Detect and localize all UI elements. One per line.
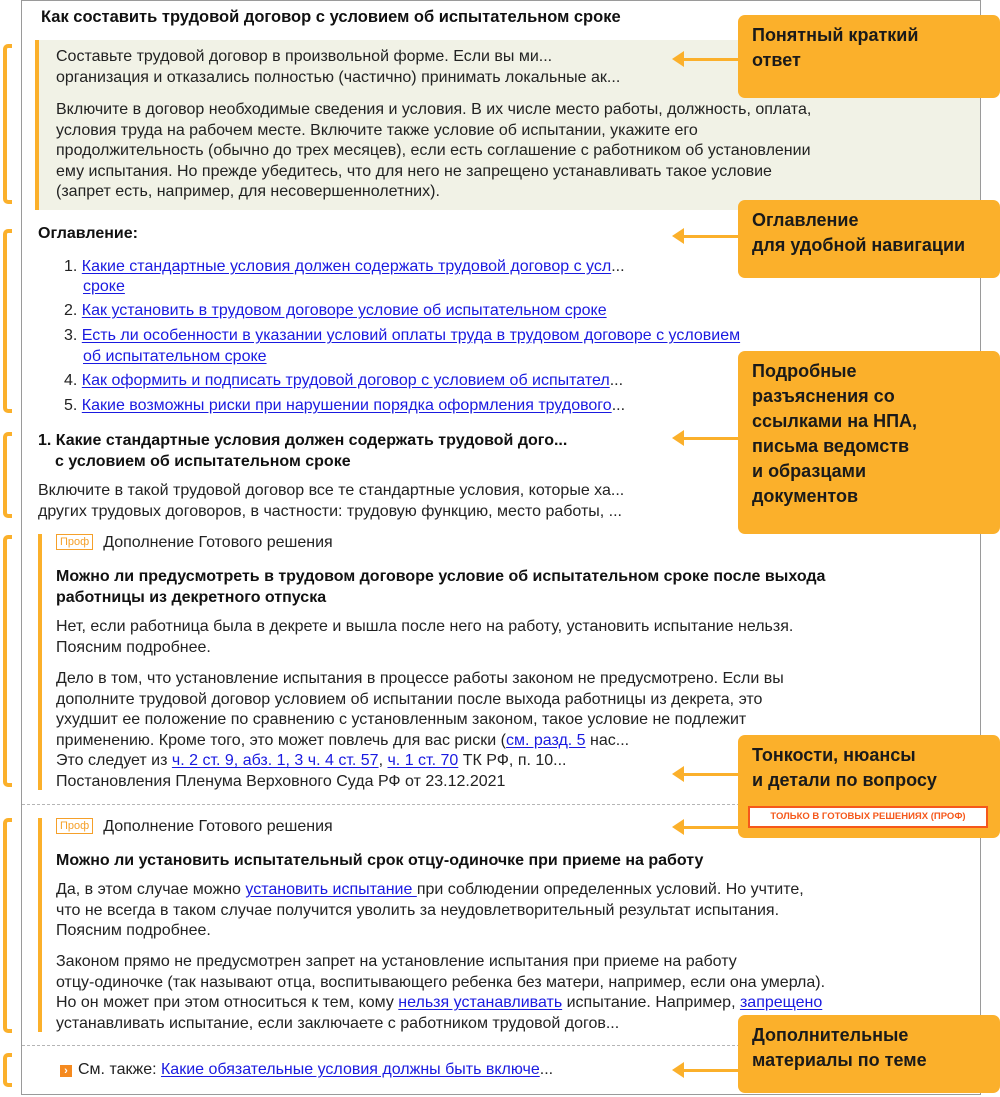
toc-item-3 (64, 326, 740, 347)
pro-block-1-answer (56, 617, 793, 658)
intro-line: Включите в такой трудовой договор все те стандартные условия, которые ха... (38, 482, 625, 499)
summary-line: условия труда на рабочем месте. Включите также условие об испытании, укажите его (56, 121, 698, 139)
detail-line: ухудшит ее положение по сравнению с установленным законом, такое условие не подлежит (56, 711, 747, 728)
bracket-detailed (3, 432, 12, 518)
pro-block-2-detail (56, 952, 825, 1034)
text: Это следует из (56, 752, 172, 769)
text: , (378, 752, 388, 769)
page-title: Как составить трудовой договор с условием об испытательном сроке (41, 8, 621, 26)
link-tk-art-9-57[interactable]: ч. 2 ст. 9, абз. 1, 3 ч. 4 ст. 57 (171, 752, 379, 769)
pro-block-2-question: Можно ли установить испытательный срок отцу-одиночке при приеме на работу (56, 852, 704, 869)
toc-number: 2. (64, 302, 78, 319)
arrow-left-icon (682, 235, 740, 238)
detail-line-links (56, 993, 825, 1014)
toc-item-2 (64, 301, 607, 322)
callout-line: Тонкости, нюансы (752, 745, 916, 765)
callout-line: Дополнительные (752, 1025, 909, 1045)
text: Но он может при этом относиться к тем, кому (56, 994, 399, 1011)
callout-line: разъяснения со (752, 386, 895, 406)
pro-block-1-question (56, 566, 825, 608)
pro-badge: Проф (56, 818, 93, 834)
ellipsis: ... (609, 372, 624, 389)
text: Да, в этом случае можно (56, 881, 246, 898)
answer-line: Поясним подробнее. (56, 638, 211, 656)
link-cannot-set[interactable]: нельзя устанавливать (398, 994, 563, 1011)
pro-badge: Проф (56, 534, 93, 550)
detail-line: Законом прямо не предусмотрен запрет на установление испытания при приеме на работу (56, 953, 737, 970)
callout-line: и детали по вопросу (752, 770, 937, 790)
text: ТК РФ, п. 10... (458, 752, 567, 769)
see-also (60, 1060, 553, 1081)
section-1-heading (38, 430, 567, 472)
toc-number: 3. (64, 327, 78, 344)
summary-line: Включите в договор необходимые сведения и условия. В их числе место работы, должность, оплата, (56, 101, 812, 118)
chevron-right-icon: › (60, 1065, 72, 1077)
section-1-intro (38, 481, 624, 522)
toc-item-5 (64, 396, 625, 417)
summary-paragraph-1 (56, 47, 620, 88)
pro-block-2-answer (56, 880, 804, 942)
toc-item-4 (64, 371, 623, 392)
callout-toc (738, 200, 1000, 278)
answer-line: что не всегда в таком случае получится уволить за неудовлетворительный результат испытания. (56, 901, 780, 919)
toc-link-2[interactable]: Как установить в трудовом договоре условие об испытательном сроке (81, 302, 607, 319)
heading-line: с условием об испытательном сроке (55, 453, 351, 470)
question-line: работницы из декретного отпуска (56, 589, 327, 606)
callout-line: и образцами (752, 461, 867, 481)
callout-extra (738, 1015, 1000, 1093)
callout-line: ссылками на НПА, (752, 411, 918, 431)
toc-link-4[interactable]: Как оформить и подписать трудовой договор с условием об испытател (81, 372, 610, 389)
bracket-nuances-2 (3, 818, 12, 1033)
intro-line: других трудовых договоров, в частности: трудовую функцию, место работы, ... (38, 502, 622, 520)
summary-line: Составьте трудовой договор в произвольной форме. Если вы ми... (56, 48, 553, 65)
detail-line: Постановления Пленума Верховного Суда РФ от 23.12.2021 (56, 772, 506, 790)
pro-block-2-accent-bar (38, 818, 42, 1032)
arrow-left-icon (682, 437, 740, 440)
text: нас... (585, 731, 630, 749)
ellipsis: ... (539, 1061, 554, 1078)
link-set-probation[interactable]: установить испытание (245, 881, 417, 898)
answer-line: Нет, если работница была в декрете и вышла после него на работу, установить испытание нельзя. (56, 618, 794, 635)
arrow-left-icon (682, 58, 740, 61)
arrow-left-icon (682, 826, 740, 829)
callout-detailed (738, 351, 1000, 534)
toc-link-1[interactable]: Какие стандартные условия должен содержать трудовой договор с усл (81, 258, 612, 275)
callout-line: материалы по теме (752, 1050, 927, 1070)
arrow-left-icon (682, 773, 740, 776)
bracket-extra (3, 1053, 12, 1087)
detail-line: Дело в том, что установление испытания в процессе работы законом не предусмотрено. Если вы (56, 670, 784, 687)
pro-block-1-header (56, 534, 333, 552)
pro-only-tag: ТОЛЬКО В ГОТОВЫХ РЕШЕНИЯХ (ПРОФ) (748, 806, 988, 828)
toc-number: 4. (64, 372, 78, 389)
link-prohibited[interactable]: запрещено (739, 994, 823, 1011)
see-also-link[interactable]: Какие обязательные условия должны быть включе (160, 1061, 540, 1078)
pro-block-2-header (56, 818, 333, 836)
text: при соблюдении определенных условий. Но учтите, (416, 881, 804, 898)
answer-line (56, 880, 804, 901)
summary-line: ему испытания. Но прежде убедитесь, что для него не запрещено устанавливать такое условие (56, 162, 772, 180)
see-also-label: См. также: (78, 1061, 161, 1078)
summary-line: продолжительность (обычно до трех месяцев), если есть соглашение с работником об установлении (56, 142, 811, 159)
toc-heading: Оглавление: (38, 225, 138, 242)
ellipsis: ... (611, 258, 625, 275)
pro-header-text: Дополнение Готового решения (103, 534, 333, 551)
heading-line: 1. Какие стандартные условия должен содержать трудовой дого... (38, 432, 568, 449)
toc-link-3-cont[interactable]: об испытательном сроке (83, 348, 267, 365)
toc-number: 1. (64, 258, 78, 275)
ellipsis: ... (611, 397, 626, 414)
callout-line: письма ведомств (752, 436, 910, 456)
toc-number: 5. (64, 397, 78, 414)
link-section-5[interactable]: см. разд. 5 (505, 731, 586, 749)
question-line: Можно ли предусмотреть в трудовом договоре условие об испытательном сроке после выхода (56, 568, 826, 585)
toc-link-1-cont[interactable]: сроке (83, 278, 125, 295)
summary-line: организация и отказались полностью (частично) принимать локальные ак... (56, 68, 621, 86)
summary-paragraph-2 (56, 100, 956, 203)
pro-block-1-accent-bar (38, 534, 42, 790)
text: применению. Кроме того, это может повлечь для вас риски ( (56, 731, 506, 749)
callout-line: для удобной навигации (752, 235, 966, 255)
toc-item-3-cont (83, 347, 267, 368)
detail-line-risk (56, 731, 784, 752)
detail-line: дополните трудовой договор условием об испытании после выхода работницы из декрета, это (56, 690, 763, 708)
callout-short-answer (738, 15, 1000, 98)
answer-line: Поясним подробнее. (56, 922, 211, 939)
callout-line: ответ (752, 50, 801, 70)
pro-header-text: Дополнение Готового решения (103, 818, 333, 835)
bracket-toc (3, 229, 12, 413)
toc-link-3[interactable]: Есть ли особенности в указании условий оплаты труда в трудовом договоре с условием (81, 327, 741, 344)
detail-line: отцу-одиночке (так называют отца, воспитывающего ребенка без матери, например, если она умерла). (56, 973, 826, 991)
toc-link-5[interactable]: Какие возможны риски при нарушении порядка оформления трудового (81, 397, 612, 414)
toc-item-1-cont (83, 277, 125, 298)
callout-line: Подробные (752, 361, 857, 381)
toc-item-1 (64, 257, 625, 278)
summary-accent-bar (35, 40, 39, 210)
text: испытание. Например, (562, 994, 740, 1011)
callout-line: Понятный краткий (752, 25, 919, 45)
detail-line: устанавливать испытание, если заключаете с работником трудовой догов... (56, 1014, 620, 1032)
callout-line: документов (752, 486, 859, 506)
link-tk-art-70[interactable]: ч. 1 ст. 70 (387, 752, 459, 769)
summary-line: (запрет есть, например, для несовершеннолетних). (56, 183, 440, 200)
bracket-nuances (3, 535, 12, 787)
bracket-short-answer (3, 44, 12, 204)
arrow-left-icon (682, 1069, 740, 1072)
callout-line: Оглавление (752, 210, 859, 230)
